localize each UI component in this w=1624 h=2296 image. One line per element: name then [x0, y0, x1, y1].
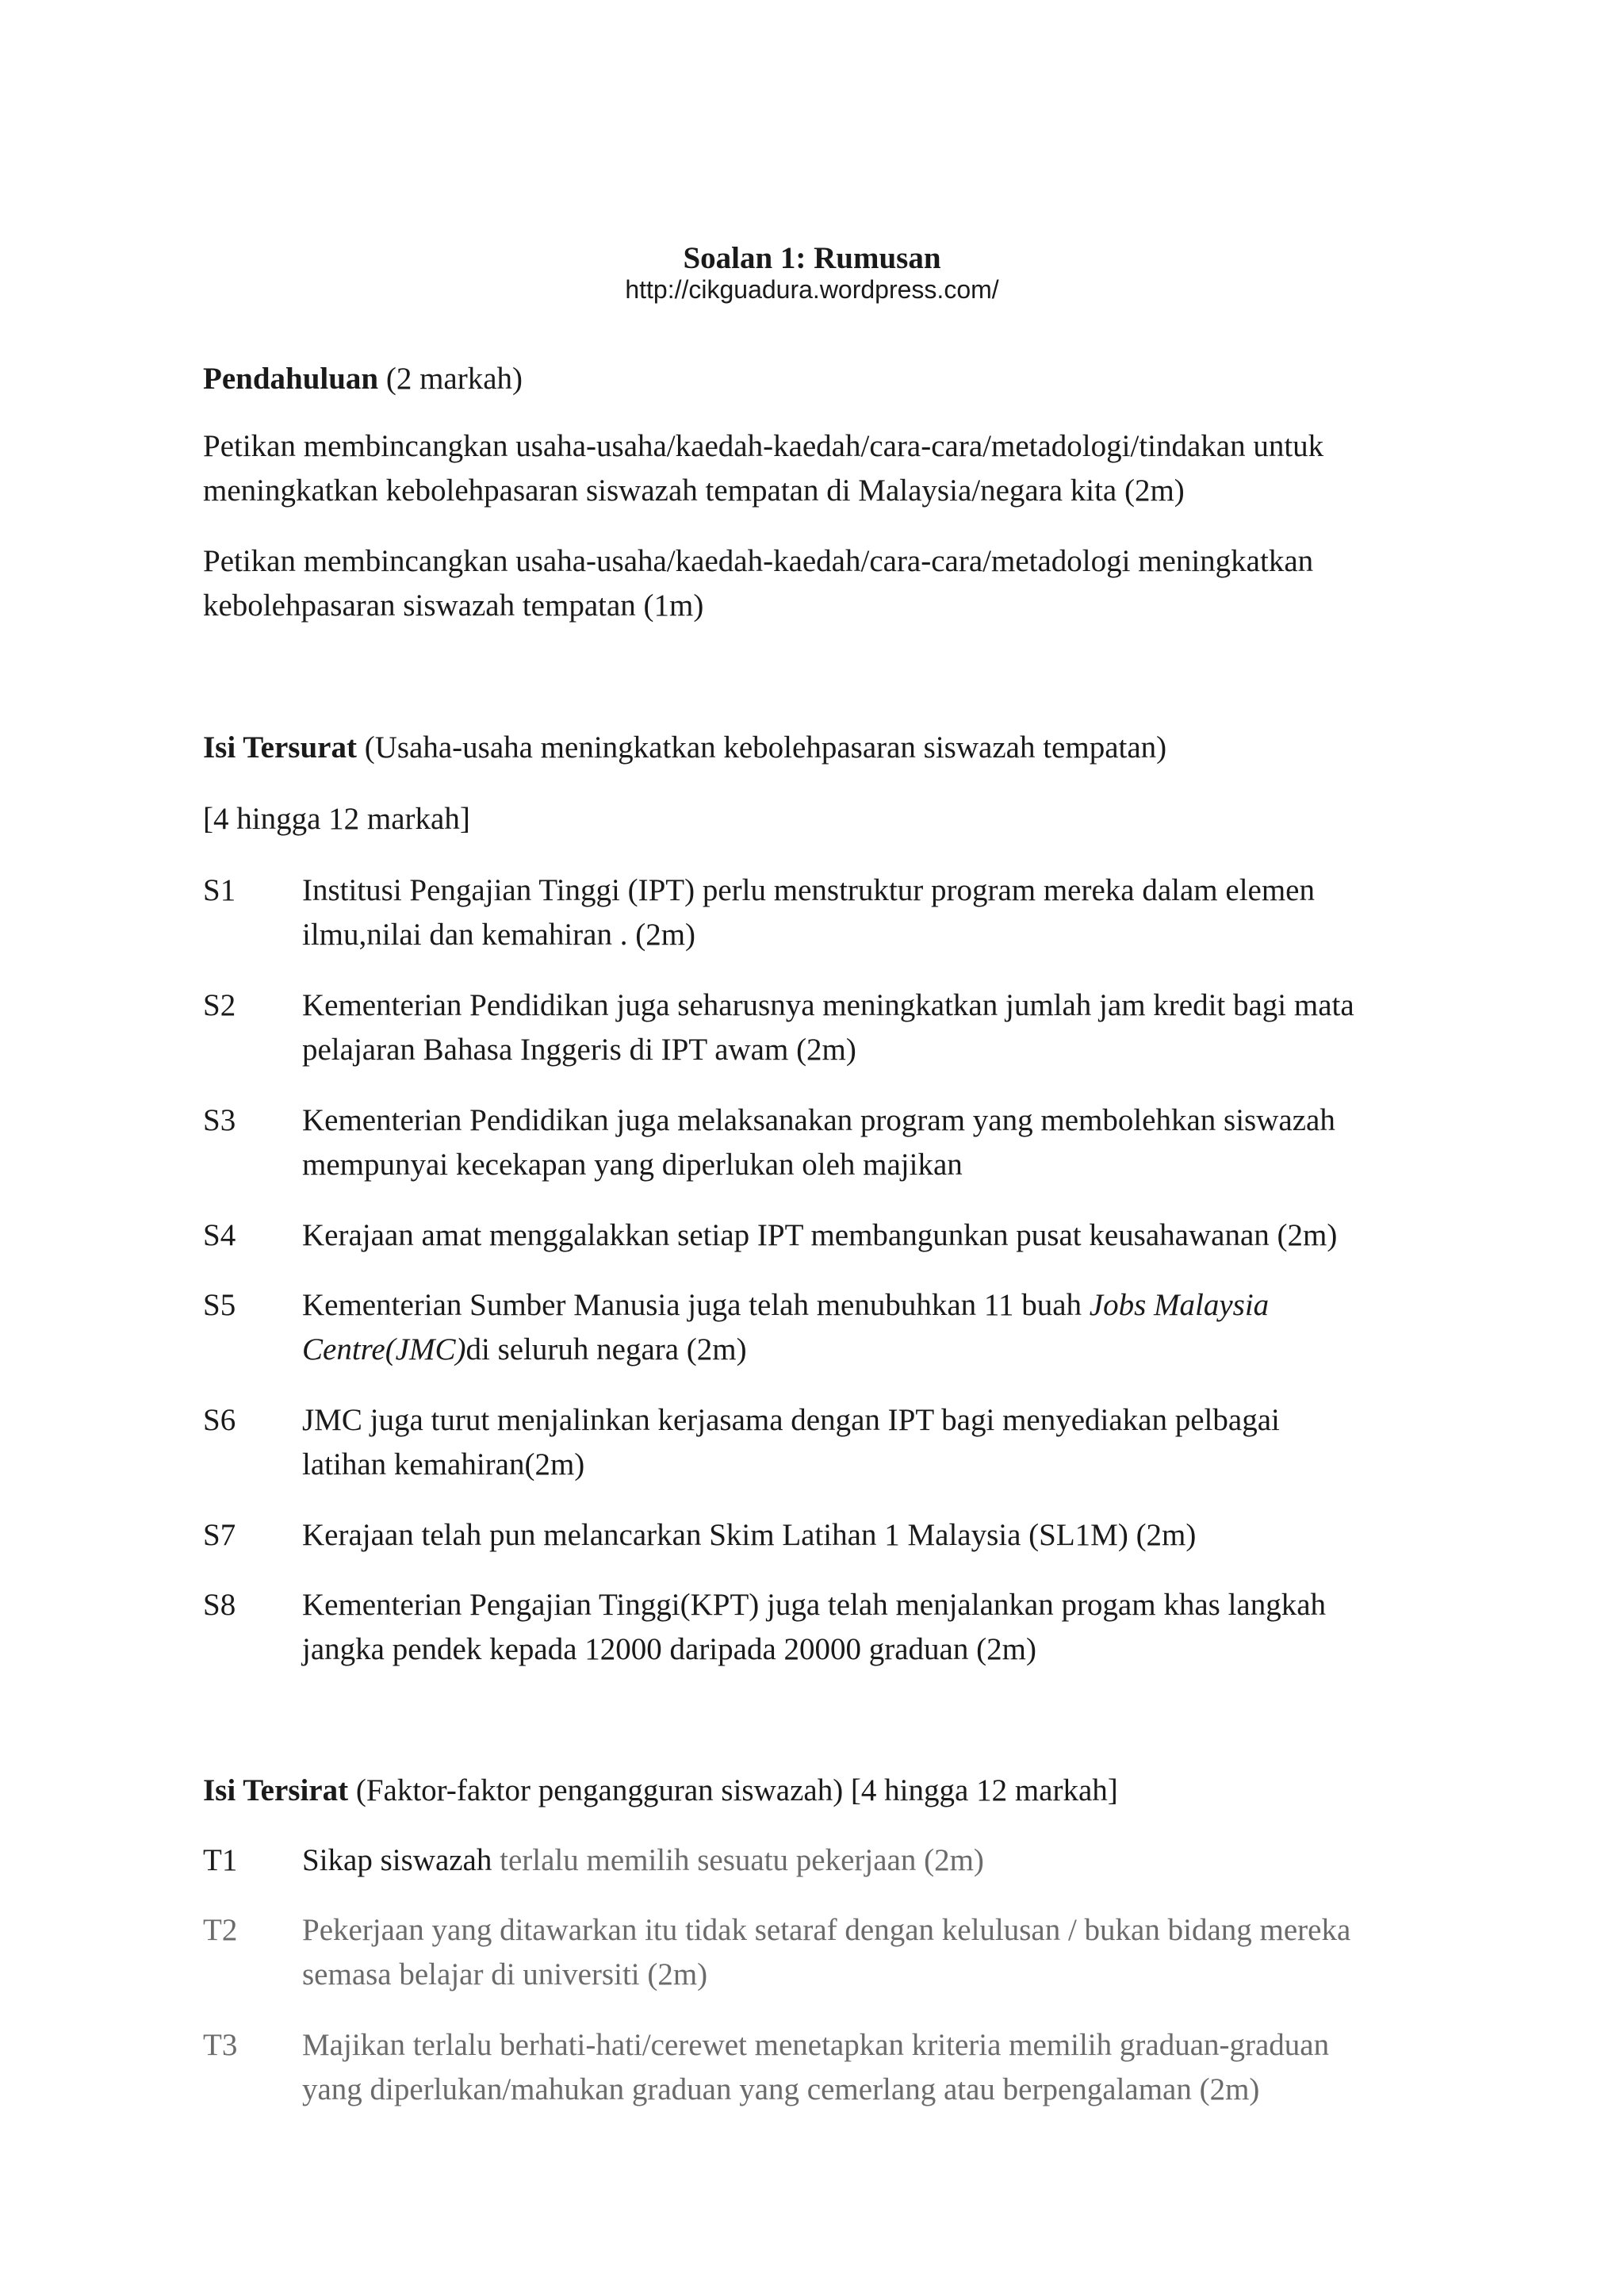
item-line-part: terlalu memilih sesuatu pekerjaan (2m) [500, 1843, 984, 1877]
item-code: S6 [203, 1403, 236, 1437]
item-code: S3 [203, 1103, 236, 1137]
item-line: jangka pendek kepada 12000 daripada 20000 graduan (2m) [302, 1632, 1036, 1666]
pendahuluan-marks: (2 markah) [378, 362, 523, 396]
item-text [302, 868, 1440, 957]
item-line: Kementerian Pendidikan juga melaksanakan program yang membolehkan siswazah [302, 1103, 1335, 1137]
item-text [302, 1213, 1440, 1258]
item-line [302, 1838, 1440, 1883]
item-line-part: di seluruh negara (2m) [465, 1332, 747, 1366]
paragraph-line: Petikan membincangkan usaha-usaha/kaedah-kaedah/cara-cara/metadologi meningkatkan [203, 544, 1314, 578]
item-text [302, 1838, 1440, 1883]
isi-tersurat-marks: [4 hingga 12 markah] [203, 802, 470, 836]
item-line-italic: Jobs Malaysia [1089, 1288, 1270, 1322]
pendahuluan-heading-text: Pendahuluan [203, 362, 379, 396]
isi-tersirat-subtitle: (Faktor-faktor pengangguran siswazah) [4 hingga 12 markah] [348, 1773, 1118, 1807]
item-line: Kementerian Pendidikan juga seharusnya meningkatkan jumlah jam kredit bagi mata [302, 988, 1354, 1022]
item-text [302, 1398, 1440, 1487]
item-line [302, 1283, 1440, 1328]
item-line: ilmu,nilai dan kemahiran . (2m) [302, 918, 696, 952]
section-isi-tersurat-heading [203, 726, 1440, 770]
item-code: S1 [203, 873, 236, 907]
item-line-part: Sikap siswazah [302, 1843, 500, 1877]
source-url: http://cikguadura.wordpress.com/ [625, 275, 999, 304]
item-line: Pekerjaan yang ditawarkan itu tidak setaraf dengan kelulusan / bukan bidang mereka [302, 1913, 1351, 1947]
item-line: pelajaran Bahasa Inggeris di IPT awam (2m) [302, 1033, 856, 1067]
item-line-italic: Centre(JMC) [302, 1332, 466, 1366]
item-line: Kementerian Pengajian Tinggi(KPT) juga telah menjalankan progam khas langkah [302, 1588, 1327, 1622]
item-line: latihan kemahiran(2m) [302, 1447, 585, 1481]
section-isi-tersirat-heading [203, 1769, 1440, 1813]
item-line: Kerajaan amat menggalakkan setiap IPT membangunkan pusat keusahawanan (2m) [302, 1218, 1338, 1252]
item-code: T3 [203, 2028, 238, 2062]
item-code: S5 [203, 1288, 236, 1322]
item-code: S7 [203, 1518, 236, 1552]
item-line: yang diperlukan/mahukan graduan yang cemerlang atau berpengalaman (2m) [302, 2072, 1260, 2106]
isi-tersurat-subtitle: (Usaha-usaha meningkatkan kebolehpasaran siswazah tempatan) [356, 730, 1167, 765]
item-code: T2 [203, 1913, 238, 1947]
item-text [302, 2023, 1440, 2112]
item-line: semasa belajar di universiti (2m) [302, 1957, 708, 1991]
isi-tersurat-heading-text: Isi Tersurat [203, 730, 357, 765]
item-text [302, 1513, 1440, 1558]
section-pendahuluan-heading [203, 357, 1440, 401]
isi-tersirat-heading-text: Isi Tersirat [203, 1773, 349, 1807]
item-text [302, 1098, 1440, 1187]
item-code: S8 [203, 1588, 236, 1622]
item-line: Majikan terlalu berhati-hati/cerewet menetapkan kriteria memilih graduan-graduan [302, 2028, 1330, 2062]
item-line: Institusi Pengajian Tinggi (IPT) perlu menstruktur program mereka dalam elemen [302, 873, 1315, 907]
paragraph-line: meningkatkan kebolehpasaran siswazah tempatan di Malaysia/negara kita (2m) [203, 473, 1185, 508]
item-code: S2 [203, 988, 236, 1022]
item-text [302, 1283, 1440, 1372]
paragraph-line: Petikan membincangkan usaha-usaha/kaedah-kaedah/cara-cara/metadologi/tindakan untuk [203, 429, 1324, 463]
item-line [302, 1328, 1440, 1372]
pendahuluan-paragraph-1 [203, 424, 1440, 513]
item-line-part: Kementerian Sumber Manusia juga telah menubuhkan 11 buah [302, 1288, 1090, 1322]
item-line: mempunyai kecekapan yang diperlukan oleh majikan [302, 1148, 963, 1182]
item-code: S4 [203, 1218, 236, 1252]
document-title: Soalan 1: Rumusan [683, 241, 941, 275]
item-text [302, 983, 1440, 1072]
item-code: T1 [203, 1843, 238, 1877]
paragraph-line: kebolehpasaran siswazah tempatan (1m) [203, 588, 704, 623]
item-line: JMC juga turut menjalinkan kerjasama dengan IPT bagi menyediakan pelbagai [302, 1403, 1280, 1437]
item-text [302, 1583, 1440, 1672]
item-line: Kerajaan telah pun melancarkan Skim Latihan 1 Malaysia (SL1M) (2m) [302, 1518, 1197, 1552]
item-text [302, 1908, 1440, 1997]
pendahuluan-paragraph-2 [203, 539, 1440, 628]
